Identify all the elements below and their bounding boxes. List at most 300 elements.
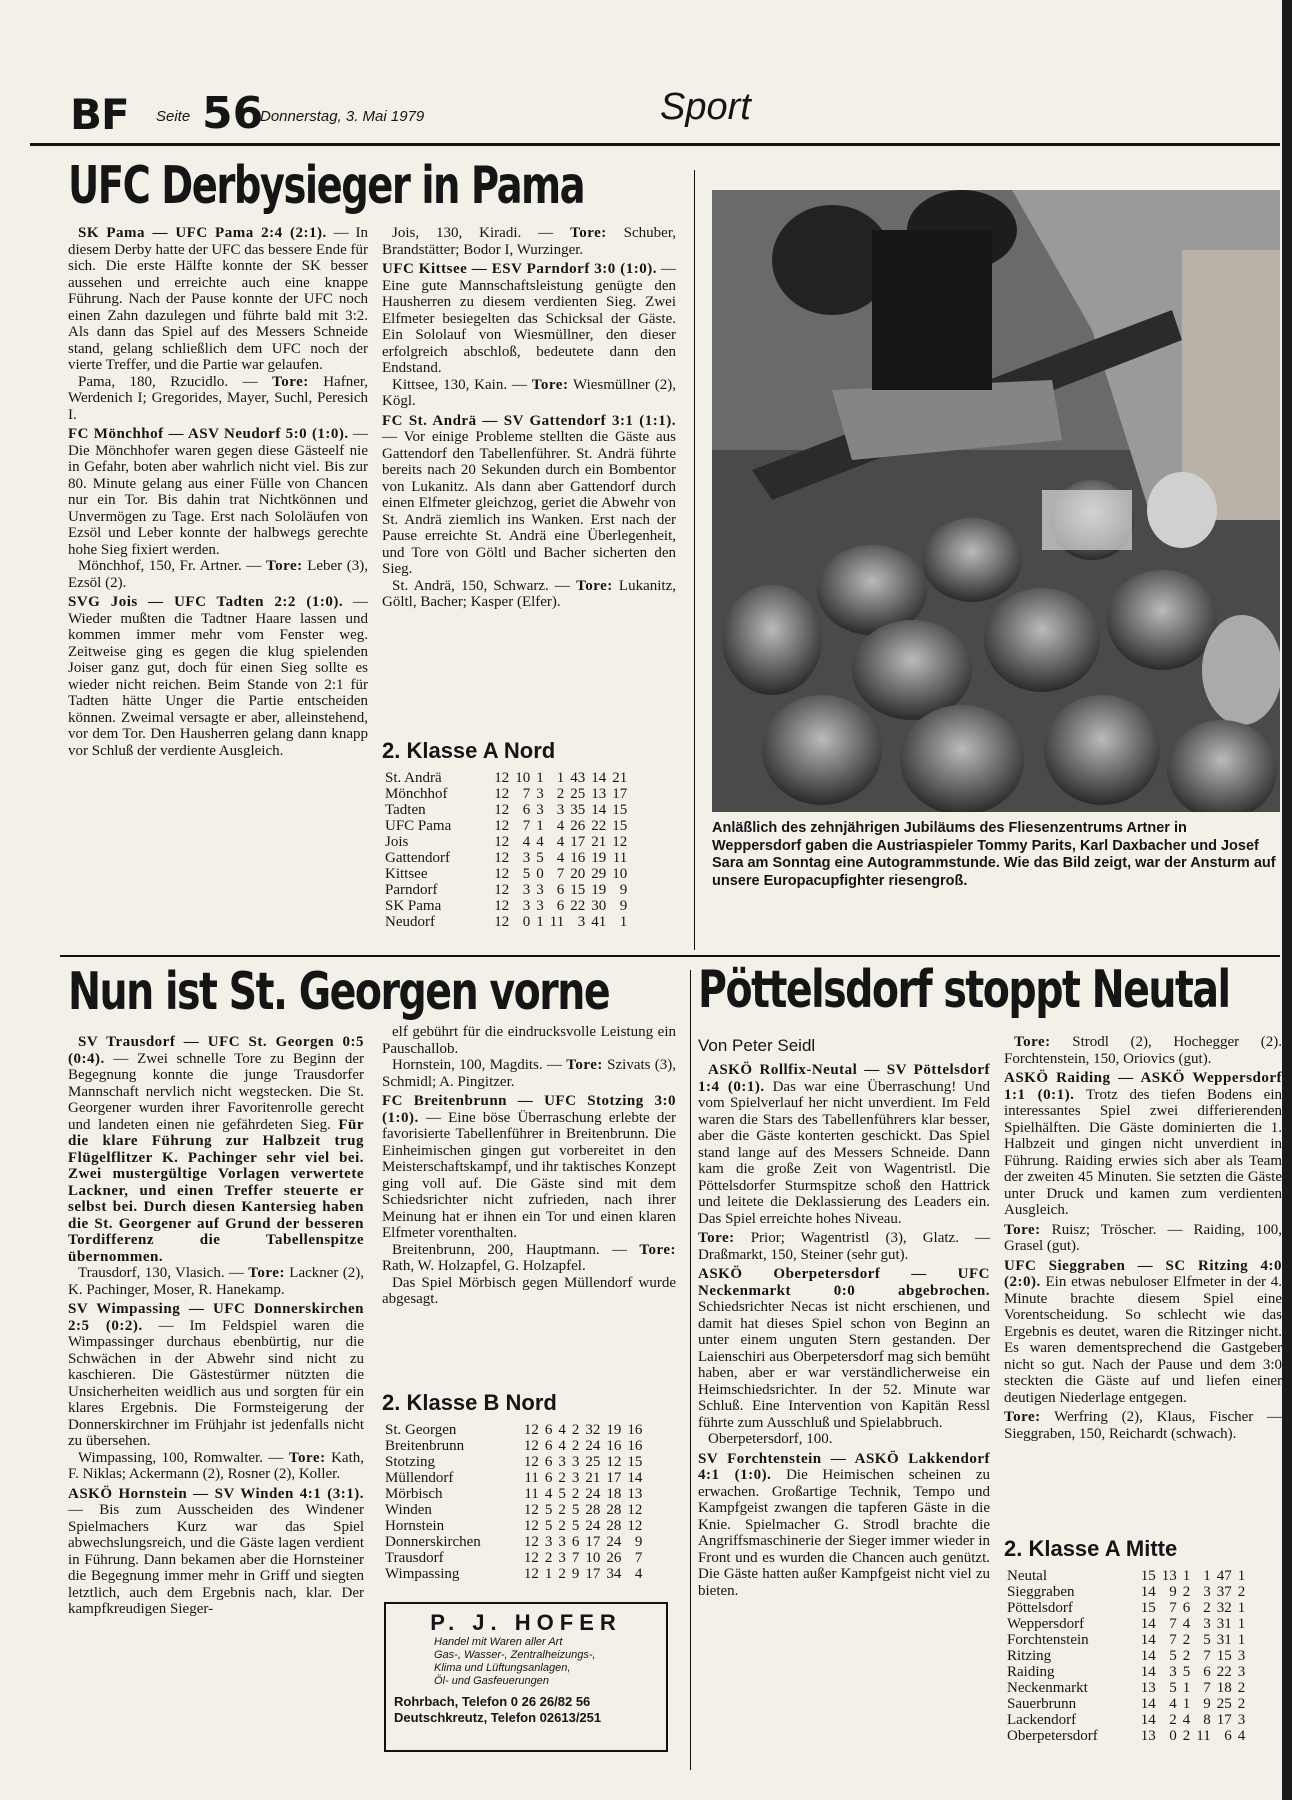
stat-cell: 6	[556, 898, 565, 914]
paragraph: elf gebührt für die eindrucksvolle Leistung ein Pauschallob.	[382, 1024, 676, 1057]
stat-cell: 28	[606, 1518, 622, 1534]
stat-cell: 3	[1203, 1616, 1211, 1632]
stat-cell: 14	[1140, 1696, 1156, 1712]
stat-cell: 25	[585, 1454, 601, 1470]
team-name: Wimpassing	[385, 1566, 460, 1582]
stat-cell: 14	[591, 802, 607, 818]
stat-cell: 7	[1203, 1680, 1211, 1696]
table-row	[382, 898, 630, 914]
stat-cell: 14	[591, 770, 607, 786]
stat-cell: 13	[1140, 1680, 1156, 1696]
stat-cell: 5	[1169, 1648, 1177, 1664]
stat-cell: 14	[1140, 1712, 1156, 1728]
stat-cell: 12	[494, 882, 510, 898]
paragraph: Das Spiel Mörbisch gegen Müllendorf wurde abgesagt.	[382, 1274, 676, 1307]
stat-cell: 6	[544, 1454, 553, 1470]
stat-cell: 16	[627, 1438, 643, 1454]
team-name: Jois	[385, 834, 409, 850]
stat-cell: 7	[1203, 1648, 1211, 1664]
stat-cell: 21	[591, 834, 607, 850]
team-name: Neckenmarkt	[1007, 1680, 1088, 1696]
stat-cell: 5	[536, 850, 544, 866]
table-row	[382, 1438, 645, 1454]
stat-cell: 17	[585, 1534, 601, 1550]
stat-cell: 1	[536, 914, 544, 930]
table-row	[1004, 1728, 1248, 1744]
stat-cell: 12	[494, 866, 510, 882]
stat-cell: 12	[627, 1518, 643, 1534]
stat-cell: 3	[1237, 1648, 1246, 1664]
table-row	[382, 1534, 645, 1550]
paragraph: Tore: Ruisz; Tröscher. — Raiding, 100, Grasel (gut).	[1004, 1221, 1282, 1254]
vertical-divider-top	[694, 170, 695, 950]
ad-title: P. J. HOFER	[430, 1610, 622, 1635]
stat-cell: 1	[556, 770, 565, 786]
stat-cell: 3	[522, 850, 531, 866]
stat-cell: 1	[536, 770, 544, 786]
stat-cell: 12	[523, 1454, 539, 1470]
team-name: UFC Pama	[385, 818, 452, 834]
team-name: Tadten	[385, 802, 426, 818]
stat-cell: 7	[571, 1550, 580, 1566]
stat-cell: 2	[558, 1566, 566, 1582]
stat-cell: 7	[522, 786, 531, 802]
stat-cell: 47	[1216, 1568, 1232, 1584]
stat-cell: 24	[585, 1518, 601, 1534]
page-label: Seite	[156, 108, 191, 125]
ad-line: Öl- und Gasfeuerungen	[434, 1675, 549, 1687]
stat-cell: 5	[522, 866, 531, 882]
masthead-rule	[30, 143, 1280, 146]
stat-cell: 4	[558, 1422, 566, 1438]
stat-cell: 32	[585, 1422, 601, 1438]
team-name: Hornstein	[385, 1518, 445, 1534]
standings-a-mitte	[1004, 1530, 1282, 1744]
stat-cell: 12	[523, 1422, 539, 1438]
stat-cell: 14	[1140, 1616, 1156, 1632]
paragraph: Breitenbrunn, 200, Hauptmann. — Tore: Rath, W. Holzapfel, G. Holzapfel.	[382, 1241, 676, 1274]
article1-column1	[68, 225, 368, 759]
stat-cell: 3	[522, 882, 531, 898]
stat-cell: 35	[570, 802, 586, 818]
byline: Von Peter Seidl	[698, 1036, 816, 1055]
ad-phone-numbers	[394, 1694, 658, 1726]
photo-autograph-session	[712, 190, 1280, 812]
stat-cell: 9	[619, 898, 628, 914]
stat-cell: 17	[570, 834, 586, 850]
stat-cell: 3	[571, 1454, 580, 1470]
stat-cell: 2	[571, 1438, 580, 1454]
paragraph: Trausdorf, 130, Vlasich. — Tore: Lackner (2), K. Pachinger, Moser, R. Hanekamp.	[68, 1265, 365, 1298]
stat-cell: 4	[544, 1486, 553, 1502]
stat-cell: 17	[606, 1470, 622, 1486]
paragraph: Oberpetersdorf, 100.	[708, 1431, 833, 1447]
team-name: Raiding	[1007, 1664, 1055, 1680]
stat-cell: 7	[634, 1550, 643, 1566]
stat-cell: 15	[612, 818, 628, 834]
stat-cell: 2	[1203, 1600, 1211, 1616]
stat-cell: 8	[1203, 1712, 1211, 1728]
stat-cell: 2	[1182, 1632, 1191, 1648]
paragraph: Tore: Werfring (2), Klaus, Fischer — Sieggraben, 150, Reichardt (schwach).	[1004, 1409, 1282, 1442]
table-row	[382, 818, 630, 834]
stat-cell: 18	[1216, 1680, 1232, 1696]
headline-poettelsdorf: Pöttelsdorf stoppt Neutal	[698, 960, 1230, 1020]
stat-cell: 7	[1169, 1632, 1177, 1648]
team-name: Sieggraben	[1007, 1584, 1075, 1600]
paragraph: SV Wimpassing — UFC Donnerskirchen 2:5 (0:2). — Im Feldspiel waren die Wimpassinger durchaus ebenbürtig, nur die Schwächen in der Abwehr sind nicht zu kaschieren. Die Gästestürmer nützten die Unsicherheiten weidlich aus und sorgten für ein klares Ergebnis. Die Formsteigerung der Donnerskirchner im Frühjahr ist jedenfalls nicht zu übersehen.	[68, 1301, 364, 1449]
stat-cell: 12	[494, 818, 510, 834]
stat-cell: 6	[571, 1534, 580, 1550]
stat-cell: 0	[522, 914, 531, 930]
stat-cell: 3	[1237, 1712, 1246, 1728]
stat-cell: 1	[536, 818, 544, 834]
masthead	[30, 84, 1275, 142]
stat-cell: 9	[1169, 1584, 1177, 1600]
stat-cell: 3	[536, 882, 544, 898]
team-name: Mörbisch	[385, 1486, 443, 1502]
stat-cell: 6	[544, 1470, 553, 1486]
stat-cell: 12	[523, 1502, 539, 1518]
stat-cell: 0	[536, 866, 544, 882]
stat-cell: 6	[556, 882, 565, 898]
stat-cell: 19	[606, 1422, 622, 1438]
stat-cell: 11	[524, 1470, 539, 1486]
paragraph: FC St. Andrä — SV Gattendorf 3:1 (1:1). — Vor einige Probleme stellten die Gäste aus Gattendorf den Tabellenführer. St. Andrä führte bereits nach 20 Sekunden durch ein Bombentor von Lukanitz. Als dann aber Gattendorf durch einen Elfmeter gleichzog, geriet die Abwehr von St. Andrä ziemlich ins Wanken. Erst nach der Pause erreichte St. Andrä eine Überlegenheit, und Tore von Göltl und Bacher sicherten den Sieg.	[382, 412, 676, 577]
team-name: Sauerbrunn	[1007, 1696, 1077, 1712]
stat-cell: 2	[1182, 1728, 1191, 1744]
stat-cell: 2	[1237, 1680, 1246, 1696]
stat-cell: 16	[627, 1422, 643, 1438]
table-row	[382, 834, 630, 850]
ad-line: Gas-, Wasser-, Zentralheizungs-,	[434, 1649, 596, 1661]
table-row	[382, 802, 630, 818]
stat-cell: 12	[523, 1550, 539, 1566]
ad-description	[434, 1636, 658, 1688]
paragraph: Pama, 180, Rzucidlo. — Tore: Hafner, Werdenich I; Gregorides, Mayer, Suchl, Peresich I.	[68, 373, 368, 423]
stat-cell: 2	[1237, 1584, 1246, 1600]
stat-cell: 2	[1237, 1696, 1246, 1712]
stat-cell: 22	[591, 818, 607, 834]
stat-cell: 28	[606, 1502, 622, 1518]
table-row	[382, 1566, 645, 1582]
ad-phone: Rohrbach, Telefon 0 26 26/82 56	[394, 1694, 591, 1709]
stat-cell: 12	[627, 1502, 643, 1518]
paragraph: SVG Jois — UFC Tadten 2:2 (1:0). — Wieder mußten die Tadtner Haare lassen und kommen immer mehr vom Fenster weg. Zeitweise ging es gegen die klug spielenden Joiser ganz gut, doch für einen Sieg sollte es wieder nicht reichen. Beim Stande von 2:1 für Tadten hätte Unger die Partie entscheiden können. Zweimal versagte er aber, alleinstehend, vor dem Tor. Den Hausherren gelang dann knapp vor Schluß der verdiente Ausgleich.	[68, 594, 368, 759]
stat-cell: 12	[523, 1518, 539, 1534]
horizontal-divider	[60, 955, 1280, 957]
stat-cell: 7	[1169, 1616, 1177, 1632]
stat-cell: 10	[585, 1550, 601, 1566]
team-name: Weppersdorf	[1007, 1616, 1085, 1632]
page-number: 56	[202, 88, 264, 139]
stat-cell: 14	[1140, 1632, 1156, 1648]
paragraph: SK Pama — UFC Pama 2:4 (2:1). — In diesem Derby hatte der UFC das bessere Ende für sich. Die erste Hälfte konnte der SK besser aussehen und erreichte auch eine knappe Führung. Nach der Pause konnte der UFC noch einen Zahn dazulegen und führte bald mit 3:2. Als dann das Spiel auf des Messers Schneide stand, gelang schließlich dem UFC noch der vierte Treffer, und die Partie war gelaufen.	[68, 225, 368, 373]
paragraph: Wimpassing, 100, Romwalter. — Tore: Kath, F. Niklas; Ackermann (2), Rosner (2), Koller.	[68, 1449, 364, 1482]
advertisement-hofer	[384, 1602, 668, 1752]
paragraph: ASKÖ Rollfix-Neutal — SV Pöttelsdorf 1:4 (0:1). Das war eine Überraschung! Und vom Spielverlauf her nicht unverdient. Im Feld waren die Stars des Tabellenführers klar besser, aber die Gäste konterten geschickt. Das Spiel stand lange auf des Messers Schneide. Dann kam die große Zeit von Wagentristl. Die Pöttelsdorfer Sturmspitze schoß den Hattrick und leitete die Deklassierung des Leaders ein. Das Spiel erreichte hohes Niveau.	[698, 1062, 990, 1227]
stat-cell: 5	[544, 1502, 553, 1518]
article2-column1	[68, 1034, 364, 1618]
stat-cell: 2	[558, 1518, 566, 1534]
stat-cell: 19	[591, 882, 607, 898]
stat-cell: 9	[1203, 1696, 1211, 1712]
stat-cell: 5	[1203, 1632, 1211, 1648]
stat-cell: 11	[612, 850, 628, 866]
headline-st-georgen: Nun ist St. Georgen vorne	[68, 962, 610, 1022]
team-name: Winden	[385, 1502, 432, 1518]
ad-line: Klima und Lüftungsanlagen,	[434, 1662, 571, 1674]
team-name: Neutal	[1007, 1568, 1047, 1584]
stat-cell: 6	[544, 1438, 553, 1454]
stat-cell: 32	[1216, 1600, 1232, 1616]
table-title: 2. Klasse A Mitte	[1004, 1536, 1178, 1561]
stat-cell: 13	[1161, 1568, 1177, 1584]
standings-table	[382, 770, 630, 930]
table-row	[382, 914, 630, 930]
stat-cell: 3	[1203, 1584, 1211, 1600]
stat-cell: 43	[570, 770, 586, 786]
stat-cell: 4	[558, 1438, 566, 1454]
paragraph: St. Andrä, 150, Schwarz. — Tore: Lukanitz, Göltl, Bacher; Kasper (Elfer).	[382, 577, 676, 610]
team-name: Ritzing	[1007, 1648, 1052, 1664]
standings-a-nord	[382, 732, 676, 930]
table-row	[382, 1422, 645, 1438]
stat-cell: 31	[1216, 1616, 1232, 1632]
stat-cell: 4	[1182, 1712, 1191, 1728]
stat-cell: 2	[558, 1470, 566, 1486]
stat-cell: 4	[1182, 1616, 1191, 1632]
paragraph: Hornstein, 100, Magdits. — Tore: Szivats (3), Schmidl; A. Pingitzer.	[382, 1057, 677, 1090]
stat-cell: 26	[570, 818, 586, 834]
stat-cell: 1	[619, 914, 628, 930]
stat-cell: 31	[1216, 1632, 1232, 1648]
paragraph: SV Forchtenstein — ASKÖ Lakkendorf 4:1 (1:0). Die Heimischen scheinen zu erwachen. Großartige Technik, Tempo und Kampfgeist zwangen die tapferen Gäste in die Knie. Spielmacher G. Strodl brachte die Angriffsmaschinerie der Sieger immer wieder in Front und es wurden die Chancen auch genützt. Die Gäste hatten außer Kampfgeist nicht viel zu bieten.	[698, 1450, 990, 1599]
stat-cell: 15	[1140, 1568, 1156, 1584]
team-name: SK Pama	[385, 898, 442, 914]
table-row	[1004, 1712, 1248, 1728]
article1-column2	[382, 225, 676, 611]
stat-cell: 15	[627, 1454, 643, 1470]
team-name: Stotzing	[385, 1454, 436, 1470]
stat-cell: 9	[619, 882, 628, 898]
stat-cell: 25	[1216, 1696, 1232, 1712]
stat-cell: 7	[522, 818, 531, 834]
stat-cell: 15	[1140, 1600, 1156, 1616]
stat-cell: 11	[549, 914, 565, 930]
table-row	[1004, 1568, 1248, 1584]
stat-cell: 34	[606, 1566, 622, 1582]
table-row	[1004, 1648, 1248, 1664]
stat-cell: 24	[606, 1534, 622, 1550]
stat-cell: 15	[1216, 1648, 1232, 1664]
table-row	[1004, 1584, 1248, 1600]
paragraph: ASKÖ Raiding — ASKÖ Weppersdorf 1:1 (0:1). Trotz des tiefen Bodens ein interessantes Spiel zwei differierenden Spielhälften. Die Gäste dominierten die 1. Halbzeit und gingen nicht unverdient in Führung. Raiding erwies sich aber als Team der zweiten 45 Minuten. Sie setzten die Gäste unter Druck und kamen zum verdienten Ausgleich.	[1004, 1070, 1282, 1218]
paragraph: Mönchhof, 150, Fr. Artner. — Tore: Leber (3), Ezsöl (2).	[68, 558, 368, 591]
standings-table	[382, 1422, 645, 1582]
stat-cell: 3	[544, 1534, 553, 1550]
newspaper-logo: BF	[70, 90, 129, 139]
stat-cell: 10	[612, 866, 628, 882]
stat-cell: 15	[570, 882, 586, 898]
stat-cell: 1	[1237, 1600, 1246, 1616]
stat-cell: 1	[1182, 1568, 1191, 1584]
paragraph: FC Mönchhof — ASV Neudorf 5:0 (1:0). — Die Mönchhofer waren gegen diese Gästeelf nie in Gefahr, boten aber wahrlich nicht viel. Bis zur 80. Minute gelang aus einer Fülle von Chancen nur ein Tor. Bis dahin trat Nichtkönnen und Unvermögen zu Tage. Erst nach Sololäufen von Ezsöl und Leber konnte der halbwegs gerechte hohe Sieg fixiert werden.	[68, 426, 368, 558]
stat-cell: 0	[1169, 1728, 1177, 1744]
stat-cell: 2	[1182, 1584, 1191, 1600]
standings-table	[1004, 1568, 1248, 1744]
table-row	[1004, 1600, 1248, 1616]
table-row	[382, 1550, 645, 1566]
stat-cell: 25	[570, 786, 586, 802]
stat-cell: 3	[571, 1470, 580, 1486]
stat-cell: 12	[494, 786, 510, 802]
stat-cell: 3	[1169, 1664, 1177, 1680]
paragraph: ASKÖ Hornstein — SV Winden 4:1 (3:1). — Bis zum Ausscheiden des Windener Spielmachers Kurz war das Spiel abwechslungsreich, und die Gäste lagen verdient in Führung. Dann bekamen aber die Hornsteiner die Begegnung immer mehr in Griff und siegten letztlich, auch dem Ergebnis nach, klar. Der kampfkreudigen Sieger-	[68, 1485, 364, 1617]
team-name: Parndorf	[385, 882, 438, 898]
stat-cell: 11	[524, 1486, 539, 1502]
table-title: 2. Klasse B Nord	[382, 1390, 557, 1415]
vertical-divider-bottom	[690, 970, 691, 1770]
stat-cell: 12	[612, 834, 628, 850]
stat-cell: 12	[523, 1438, 539, 1454]
stat-cell: 17	[1216, 1712, 1232, 1728]
stat-cell: 3	[1237, 1664, 1246, 1680]
ad-phone: Deutschkreutz, Telefon 02613/251	[394, 1710, 602, 1725]
stat-cell: 17	[612, 786, 628, 802]
stat-cell: 1	[1237, 1616, 1246, 1632]
stat-cell: 2	[571, 1486, 580, 1502]
paragraph: Tore: Prior; Wagentristl (3), Glatz. — Draßmarkt, 150, Steiner (sehr gut).	[698, 1230, 990, 1263]
stat-cell: 12	[494, 898, 510, 914]
stat-cell: 6	[1203, 1664, 1211, 1680]
stat-cell: 12	[494, 850, 510, 866]
team-name: Trausdorf	[385, 1550, 444, 1566]
stat-cell: 1	[1237, 1568, 1246, 1584]
stat-cell: 1	[1203, 1568, 1211, 1584]
table-row	[1004, 1664, 1248, 1680]
ad-line: Handel mit Waren aller Art	[434, 1636, 563, 1648]
stat-cell: 1	[544, 1566, 553, 1582]
stat-cell: 12	[523, 1534, 539, 1550]
stat-cell: 2	[556, 786, 565, 802]
stat-cell: 2	[1169, 1712, 1177, 1728]
stat-cell: 9	[634, 1534, 643, 1550]
stat-cell: 12	[494, 914, 510, 930]
stat-cell: 15	[612, 802, 628, 818]
table-row	[382, 1486, 645, 1502]
team-name: St. Andrä	[385, 770, 442, 786]
stat-cell: 3	[558, 1534, 566, 1550]
standings-b-nord	[382, 1384, 676, 1582]
team-name: Mönchhof	[385, 786, 448, 802]
article3-column2	[1004, 1034, 1282, 1442]
stat-cell: 2	[571, 1422, 580, 1438]
stat-cell: 21	[612, 770, 628, 786]
table-row	[382, 786, 630, 802]
paragraph: UFC Kittsee — ESV Parndorf 3:0 (1:0). — Eine gute Mannschaftsleistung genügte den Hausherren zu diesem verdienten Sieg. Zwei Elfmeter besiegelten das Schicksal der Gäste. Ein Sololauf von Wiesmüllner, den dieser erfolgreich abschloß, bedeutete dann den Endstand.	[382, 261, 676, 376]
stat-cell: 14	[1140, 1664, 1156, 1680]
stat-cell: 7	[1169, 1600, 1177, 1616]
team-name: St. Georgen	[385, 1422, 457, 1438]
stat-cell: 37	[1216, 1584, 1232, 1600]
stat-cell: 17	[585, 1566, 601, 1582]
table-row	[1004, 1616, 1248, 1632]
team-name: Forchtenstein	[1007, 1632, 1089, 1648]
table-row	[1004, 1680, 1248, 1696]
stat-cell: 3	[536, 786, 544, 802]
team-name: Breitenbrunn	[385, 1438, 465, 1454]
issue-date: Donnerstag, 3. Mai 1979	[260, 108, 425, 125]
stat-cell: 13	[627, 1486, 643, 1502]
team-name: Müllendorf	[385, 1470, 454, 1486]
paragraph: UFC Sieggraben — SC Ritzing 4:0 (2:0). Ein etwas nebuloser Elfmeter in der 4. Minute brachte diesem Spiel eine Vorentscheidung. So schlecht wie das Ergebnis es deutet, waren die Ritzinger nicht. Es waren dementsprechend die Gastgeber nicht so gut. Nach der Pause und dem 3:0 steckten die Gäste auf und liefen einer deutigen Niederlage entgegen.	[1004, 1257, 1282, 1406]
stat-cell: 3	[577, 914, 586, 930]
stat-cell: 1	[1237, 1632, 1246, 1648]
article3-column1	[698, 1062, 990, 1599]
paragraph: FC Breitenbrunn — UFC Stotzing 3:0 (1:0). — Eine böse Überraschung erlebte der favorisierte Tabellenführer in Breitenbrunn. Die Einheimischen gingen gut vorbereitet in den Meisterschaftskampf, und ihr taktisches Konzept ging voll auf. Die Gäste sind mit dem Schiedsrichter nicht zufrieden, nach ihrer Meinung hat er ihnen ein Tor und einen klaren Elfmeter vorenthalten.	[382, 1093, 676, 1241]
stat-cell: 4	[556, 834, 565, 850]
stat-cell: 30	[591, 898, 607, 914]
stat-cell: 5	[544, 1518, 553, 1534]
stat-cell: 11	[1196, 1728, 1211, 1744]
stat-cell: 12	[523, 1566, 539, 1582]
table-row	[382, 1454, 645, 1470]
table-title: 2. Klasse A Nord	[382, 738, 556, 763]
stat-cell: 3	[556, 802, 565, 818]
stat-cell: 13	[591, 786, 607, 802]
team-name: Donnerskirchen	[385, 1534, 481, 1550]
stat-cell: 18	[606, 1486, 622, 1502]
photo-caption: Anläßlich des zehnjährigen Jubiläums des Fliesenzentrums Artner in Weppersdorf gaben die Austriaspieler Tommy Parits, Karl Daxbacher und Josef Sara am Sonntag eine Autogrammstunde. Wie das Bild zeigt, war der Ansturm auf unsere Europacupfighter riesengroß.	[712, 820, 1276, 889]
stat-cell: 26	[606, 1550, 622, 1566]
team-name: Oberpetersdorf	[1007, 1728, 1098, 1744]
stat-cell: 4	[536, 834, 544, 850]
table-row	[382, 850, 630, 866]
stat-cell: 1	[1182, 1696, 1191, 1712]
stat-cell: 5	[1169, 1680, 1177, 1696]
stat-cell: 12	[494, 802, 510, 818]
stat-cell: 4	[634, 1566, 643, 1582]
stat-cell: 16	[606, 1438, 622, 1454]
stat-cell: 7	[556, 866, 565, 882]
table-row	[382, 770, 630, 786]
stat-cell: 14	[1140, 1648, 1156, 1664]
stat-cell: 3	[558, 1454, 566, 1470]
headline-ufc-derbysieger: UFC Derbysieger in Pama	[68, 156, 585, 216]
stat-cell: 14	[627, 1470, 643, 1486]
team-name: Gattendorf	[385, 850, 450, 866]
stat-cell: 5	[571, 1518, 580, 1534]
stat-cell: 2	[544, 1550, 553, 1566]
stat-cell: 4	[556, 850, 565, 866]
paragraph: Kittsee, 130, Kain. — Tore: Wiesmüllner (2), Kögl.	[382, 376, 676, 409]
paragraph: ASKÖ Oberpetersdorf — UFC Neckenmarkt 0:0 abgebrochen. Schiedsrichter Necas ist nicht erschienen, und damit hat dieses Spiel schon von Beginn an unter einem unguten Stern gestanden. Der Laienschiri aus Oberpetersdorf mag sich bemüht haben, aber er war verständlicherweise ein Heimschiedsrichter. In der 52. Minute war Schluß. Eine Intervention von Kapitän Ressl führte zum Ausschluß und Spielabbruch.	[698, 1266, 990, 1431]
table-row	[1004, 1696, 1248, 1712]
stat-cell: 21	[585, 1470, 601, 1486]
section-title: Sport	[660, 86, 751, 128]
table-row	[382, 1518, 645, 1534]
stat-cell: 6	[544, 1422, 553, 1438]
stat-cell: 24	[585, 1438, 601, 1454]
stat-cell: 6	[522, 802, 531, 818]
stat-cell: 4	[556, 818, 565, 834]
stat-cell: 24	[585, 1486, 601, 1502]
stat-cell: 3	[558, 1550, 566, 1566]
stat-cell: 6	[1182, 1600, 1191, 1616]
paragraph: Jois, 130, Kiradi. — Tore: Schuber, Brandstätter; Bodor I, Wurzinger.	[382, 225, 676, 258]
stat-cell: 12	[494, 770, 510, 786]
